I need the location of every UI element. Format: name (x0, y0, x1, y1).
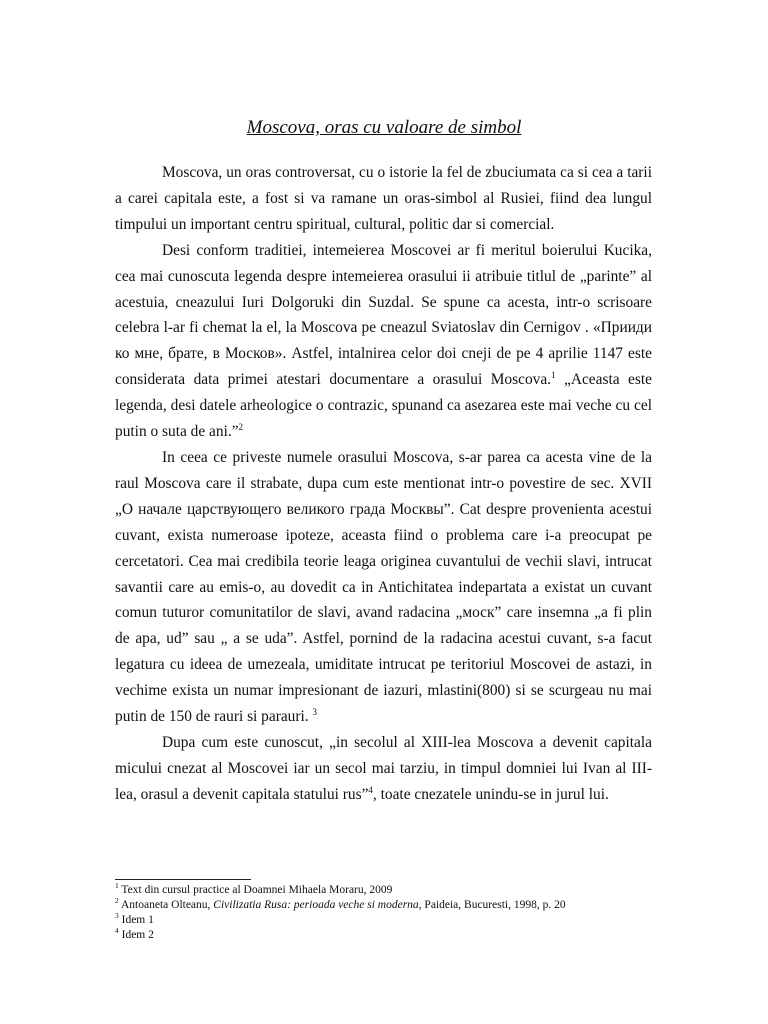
footnote-text: Idem 1 (121, 914, 154, 926)
footnotes (115, 883, 675, 943)
footnote-number: 3 (115, 911, 119, 921)
paragraph-3 (115, 445, 652, 730)
footnote-ref-3[interactable]: 3 (312, 706, 317, 717)
footnote-publisher: , Paideia, Bucuresti, 1998, p. 20 (418, 899, 566, 911)
footnote-number: 2 (115, 896, 119, 906)
footnote-ref-4[interactable]: 4 (368, 784, 373, 795)
footnote-book-title: Civilizatia Rusa: perioada veche si moderna (213, 899, 419, 911)
paragraph-2 (115, 238, 652, 445)
footnote-number: 1 (115, 881, 119, 891)
paragraph-text: Desi conform traditiei, intemeierea Moscovei ar fi meritul boierului Kucika, cea mai cunoscuta legenda despre intemeierea orasului ii atribuie titlul de „parinte” al acestuia, cneazului Iuri Dolgoruki din Suzdal. Se spune ca acesta, intr-o scrisoare celebra l-ar fi chemat la el, la Moscova pe cneazul Sviatoslav din Cernigov . «Прииди ко мне, брате, в Москов». Astfel, intalnirea celor doi cneji de pe 4 aprilie 1147 este considerata data primei atestari documentare a orasului Moscova. (115, 241, 652, 389)
footnote-3 (115, 913, 675, 928)
footnote-separator (115, 879, 251, 880)
paragraph-text: „Aceasta este legenda, desi datele arheologice o contrazic, spunand ca asezarea este mai veche cu cel putin o suta de ani.” (115, 371, 652, 441)
footnote-number: 4 (115, 926, 119, 936)
document-body (115, 160, 652, 808)
footnote-ref-1[interactable]: 1 (551, 370, 556, 381)
paragraph-text: Moscova, un oras controversat, cu o istorie la fel de zbuciumata ca si cea a tarii a carei capitala este, a fost si va ramane un oras-simbol al Rusiei, fiind dea lungul timpului un important centru spiritual, cultural, politic dar si comercial. (115, 164, 652, 233)
paragraph-text: Dupa cum este cunoscut, „in secolul al XIII-lea Moscova a devenit capitala micului cnezat al Moscovei iar un secol mai tarziu, in timpul domniei lui Ivan al III-lea, orasul a devenit capitala statului rus” (115, 733, 652, 803)
footnote-ref-2[interactable]: 2 (238, 421, 244, 432)
footnote-text: Idem 2 (121, 929, 154, 941)
paragraph-text: , toate cnezatele unindu-se in jurul lui. (372, 785, 609, 803)
paragraph-4 (115, 730, 652, 808)
page-title: Moscova, oras cu valoare de simbol (246, 117, 522, 138)
footnote-4 (115, 928, 675, 943)
footnote-2 (115, 898, 675, 913)
paragraph-text: In ceea ce priveste numele orasului Moscova, s-ar parea ca acesta vine de la raul Moscova care il strabate, dupa cum este mentionat intr-o povestire de sec. XVII „О начале царствующего великого града Москвы”. Cat despre provenienta acestui cuvant, exista numeroase ipoteze, aceasta fiind o problema care i-a preocupat pe cercetatori. Cea mai credibila teorie leaga originea cuvantului de vechii slavi, intrucat savantii care au emis-o, au dovedit ca in Antichitatea indepartata a existat un cuvant comun tuturor comunitatilor de slavi, avand radacina „моск” care insemna „a fi plin de apa, ud” sau „ a se uda”. Astfel, pornind de la radacina acestui cuvant, s-a facut legatura cu ideea de umezeala, umiditate intrucat pe teritoriul Moscovei de astazi, in vechime exista un numar impresionant de iazuri, mlastini(800) si se scurgeau nu mai putin de 150 de rauri si parauri. (115, 448, 652, 726)
footnote-author: Antoaneta Olteanu, (121, 899, 214, 911)
paragraph-1 (115, 160, 652, 238)
footnote-1 (115, 883, 675, 898)
footnote-text: Text din cursul practice al Doamnei Mihaela Moraru, 2009 (121, 884, 393, 896)
